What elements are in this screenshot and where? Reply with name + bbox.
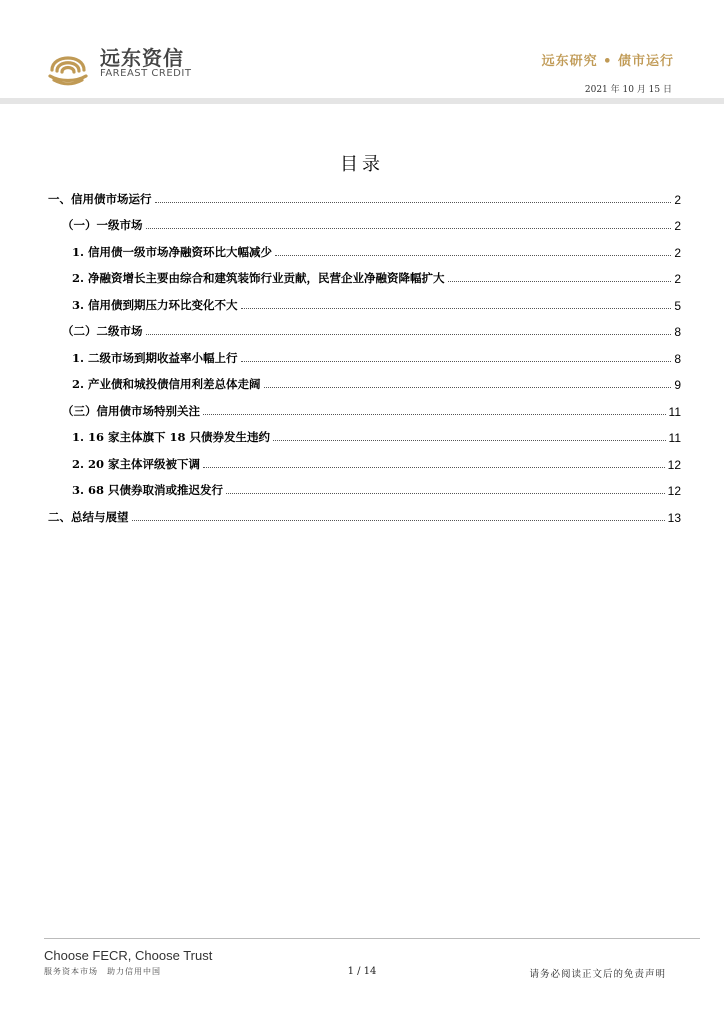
toc-entry[interactable] (48, 180, 681, 207)
toc-leader-dots (203, 413, 666, 415)
toc-entry-page: 11 (668, 404, 681, 419)
page-number: 1 / 14 (347, 966, 377, 977)
toc-leader-dots (264, 386, 672, 388)
toc-entry[interactable] (48, 472, 681, 499)
toc-entry[interactable] (48, 313, 681, 340)
toc-entry-page: 12 (667, 457, 681, 472)
toc-entry[interactable] (48, 419, 681, 446)
toc-entry[interactable] (48, 286, 681, 313)
toc-entry-page: 2 (674, 272, 681, 286)
toc-entry-page: 2 (674, 192, 681, 207)
toc-entry-label: （三）信用债市场特别关注 (62, 403, 200, 418)
toc-entry-label: 2. 产业债和城投债信用利差总体走阔 (72, 377, 261, 391)
toc-entry-page: 8 (674, 351, 681, 366)
footer-slogan: Choose FECR, Choose Trust (44, 948, 213, 963)
toc-entry-label: 2. 20 家主体评级被下调 (72, 456, 201, 471)
toc-leader-dots (241, 307, 672, 309)
toc-entry-page: 9 (674, 378, 681, 392)
toc-entry-page: 5 (674, 298, 681, 313)
company-logo (44, 40, 214, 88)
toc-entry-label: （一）一级市场 (62, 218, 143, 232)
toc-leader-dots (448, 280, 672, 282)
toc-entry-label: 一、信用债市场运行 (48, 191, 152, 206)
toc-entry-label: （二）二级市场 (62, 324, 143, 338)
toc-leader-dots (275, 254, 671, 256)
toc-entry-label: 1. 16 家主体旗下 18 只债券发生违约 (72, 430, 271, 444)
toc-entry[interactable] (48, 207, 681, 234)
toc-entry[interactable] (48, 498, 681, 525)
toc-entry-label: 3. 信用债到期压力环比变化不大 (72, 297, 238, 312)
footer-subslogan: 服务资本市场 助力信用中国 (44, 967, 161, 976)
toc-entry-page: 2 (674, 245, 681, 260)
toc-entry-page: 8 (674, 325, 681, 339)
toc-entry-label: 1. 二级市场到期收益率小幅上行 (72, 350, 238, 365)
toc-leader-dots (132, 519, 665, 521)
header-divider (0, 98, 724, 104)
page-header (0, 0, 724, 105)
toc-leader-dots (146, 333, 672, 335)
report-section-label: 远东研究 • 债市运行 (541, 54, 674, 69)
toc-entry-label: 3. 68 只债券取消或推迟发行 (72, 483, 224, 497)
footer-divider (44, 938, 700, 939)
toc-entry-page: 13 (667, 510, 681, 525)
toc-leader-dots (146, 227, 672, 229)
table-of-contents (48, 180, 681, 525)
toc-entry[interactable] (48, 366, 681, 393)
toc-entry-page: 11 (668, 431, 681, 445)
toc-entry-label: 1. 信用债一级市场净融资环比大幅减少 (72, 244, 273, 259)
fareast-logo-icon (44, 40, 92, 88)
logo-english-name: FAREAST CREDIT (100, 68, 192, 79)
toc-entry-label: 二、总结与展望 (48, 509, 129, 524)
toc-entry[interactable] (48, 233, 681, 260)
toc-entry[interactable] (48, 445, 681, 472)
toc-entry[interactable] (48, 260, 681, 287)
toc-entry-page: 2 (674, 219, 681, 233)
toc-leader-dots (241, 360, 672, 362)
disclaimer-notice: 请务必阅读正文后的免责声明 (529, 969, 666, 980)
toc-entry[interactable] (48, 339, 681, 366)
toc-leader-dots (203, 466, 665, 468)
toc-leader-dots (155, 201, 672, 203)
toc-leader-dots (226, 492, 665, 494)
toc-leader-dots (273, 439, 666, 441)
toc-title: 目录 (340, 154, 384, 175)
toc-entry-page: 12 (667, 484, 681, 498)
toc-entry[interactable] (48, 392, 681, 419)
toc-entry-label: 2. 净融资增长主要由综合和建筑装饰行业贡献，民营企业净融资降幅扩大 (72, 271, 445, 285)
report-date: 2021 年 10 月 15 日 (584, 85, 672, 95)
logo-chinese-name: 远东资信 (100, 46, 184, 70)
